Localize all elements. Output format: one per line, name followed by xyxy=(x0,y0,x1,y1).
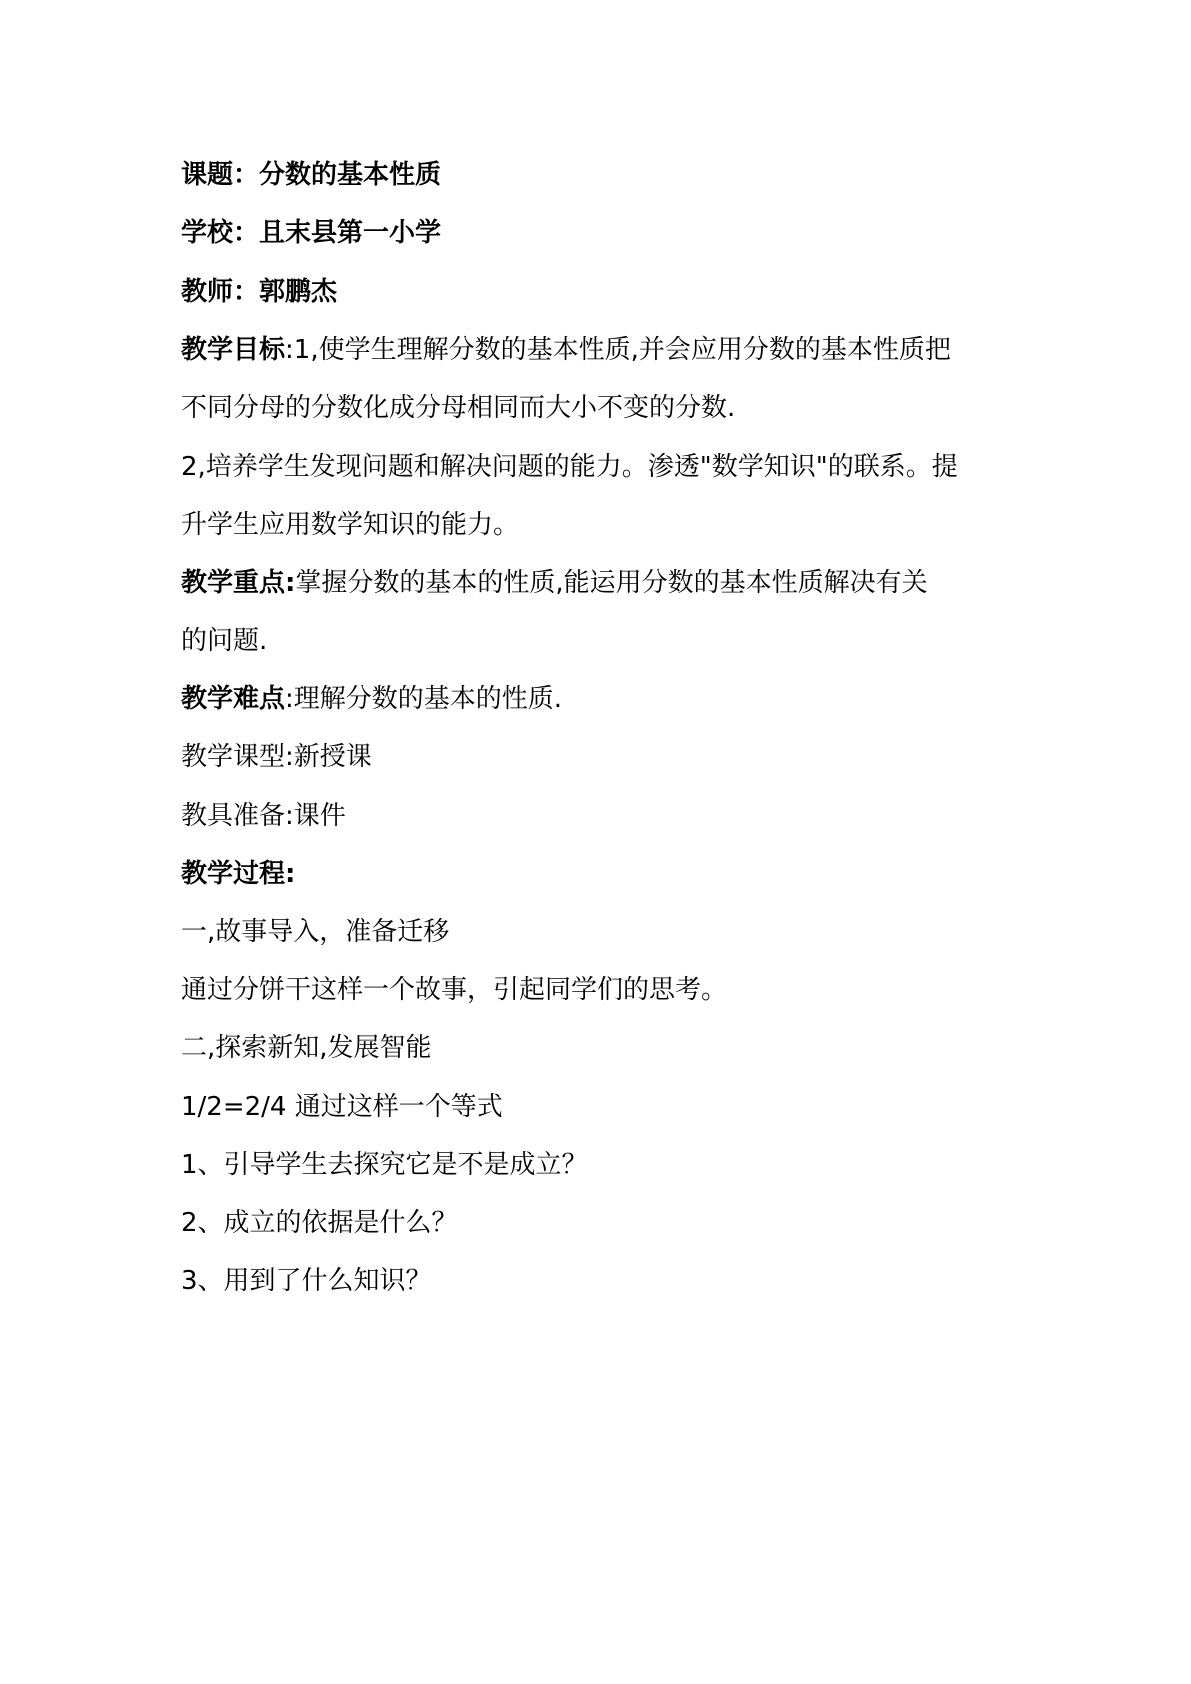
difficulty-label: 教学难点 xyxy=(181,684,286,714)
teacher-line xyxy=(181,275,1041,309)
school-value: 且末县第一小学 xyxy=(259,218,442,248)
school-line xyxy=(181,216,1041,250)
teaching-tools-line: 教具准备:课件 xyxy=(181,801,346,831)
difficulty-value: :理解分数的基本的性质. xyxy=(285,684,563,714)
goal-line-3: 2,培养学生发现问题和解决问题的能力。渗透"数学知识"的联系。提 xyxy=(181,452,958,482)
key-text-a: 掌握分数的基本的性质,能运用分数的基本性质解决有关 xyxy=(295,568,928,598)
question-2: 2、成立的依据是什么？ xyxy=(181,1208,458,1238)
process-heading: 教学过程: xyxy=(181,859,296,889)
key-line-2: 的问题. xyxy=(181,626,268,656)
title-line xyxy=(181,158,1041,192)
goal-line-2: 不同分母的分数化成分母相同而大小不变的分数. xyxy=(181,393,736,423)
goal-line-1 xyxy=(181,333,1041,367)
equation-line: 1/2=2/4 通过这样一个等式 xyxy=(181,1092,503,1122)
goal-label: 教学目标 xyxy=(181,335,286,365)
goal-line-4: 升学生应用数学知识的能力。 xyxy=(181,510,520,540)
step1-text: 通过分饼干这样一个故事，引起同学们的思考。 xyxy=(181,975,728,1005)
difficulty-line xyxy=(181,682,1041,716)
question-1: 1、引导学生去探究它是不是成立？ xyxy=(181,1150,588,1180)
goal-text-1a: :1,使学生理解分数的基本性质,并会应用分数的基本性质把 xyxy=(285,335,951,365)
teacher-value: 郭鹏杰 xyxy=(259,277,338,307)
question-3: 3、用到了什么知识？ xyxy=(181,1266,432,1296)
step1-title: 一,故事导入，准备迁移 xyxy=(181,917,450,947)
school-label: 学校： xyxy=(181,218,260,248)
title-value: 分数的基本性质 xyxy=(259,160,442,190)
step2-title: 二,探索新知,发展智能 xyxy=(181,1033,432,1063)
key-label: 教学重点: xyxy=(181,568,296,598)
title-label: 课题： xyxy=(181,160,260,190)
key-line-1 xyxy=(181,566,1041,600)
teacher-label: 教师： xyxy=(181,277,260,307)
lesson-type-line: 教学课型:新授课 xyxy=(181,742,372,772)
